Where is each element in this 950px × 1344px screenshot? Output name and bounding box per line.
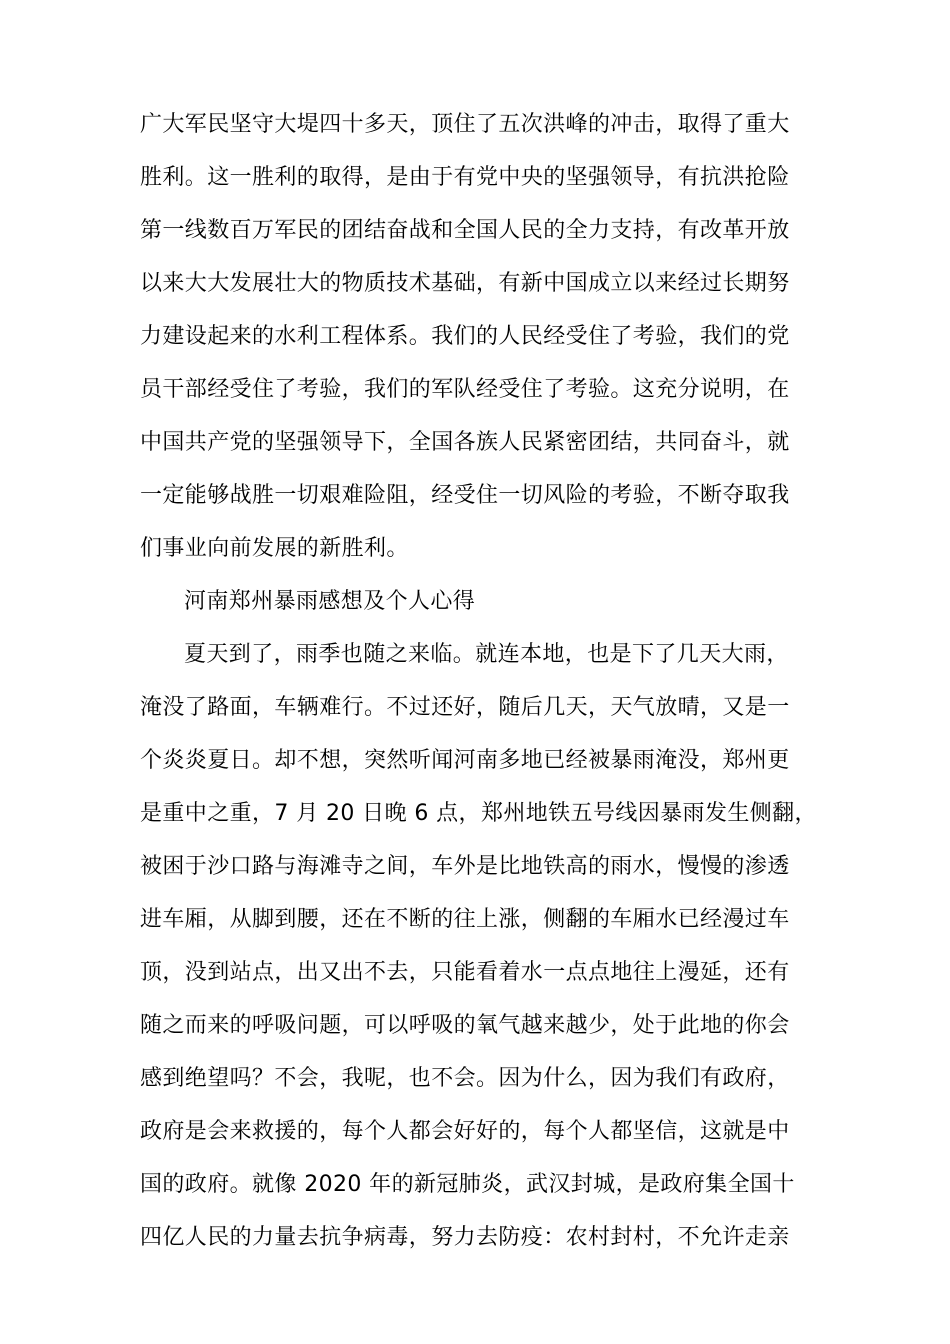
text-line: 国的政府。就像 2020 年的新冠肺炎，武汉封城，是政府集全国十 (140, 1172, 795, 1197)
text-line: 淹没了路面，车辆难行。不过还好，随后几天，天气放晴，又是一 (140, 695, 790, 720)
paragraph-first-line: 夏天到了，雨季也随之来临。就连本地，也是下了几天大雨， (184, 642, 789, 667)
text-line: 进车厢，从脚到腰，还在不断的往上涨，侧翻的车厢水已经漫过车 (140, 907, 790, 932)
text-line: 员干部经受住了考验，我们的军队经受住了考验。这充分说明，在 (140, 377, 790, 402)
text-line: 顶，没到站点，出又出不去，只能看着水一点点地往上漫延，还有 (140, 960, 790, 985)
body-text (140, 98, 840, 1264)
text-line: 随之而来的呼吸问题，可以呼吸的氧气越来越少，处于此地的你会 (140, 1013, 790, 1038)
text-line: 个炎炎夏日。却不想，突然听闻河南多地已经被暴雨淹没，郑州更 (140, 748, 790, 773)
text-line: 第一线数百万军民的团结奋战和全国人民的全力支持，有改革开放 (140, 218, 790, 243)
text-line: 广大军民坚守大堤四十多天，顶住了五次洪峰的冲击，取得了重大 (140, 112, 790, 137)
text-line: 是重中之重，7 月 20 日晚 6 点，郑州地铁五号线因暴雨发生侧翻， (140, 801, 817, 826)
text-line: 政府是会来救援的，每个人都会好好的，每个人都坚信，这就是中 (140, 1119, 790, 1144)
text-line: 胜利。这一胜利的取得，是由于有党中央的坚强领导，有抗洪抢险 (140, 165, 790, 190)
text-line: 感到绝望吗？不会，我呢，也不会。因为什么，因为我们有政府， (140, 1066, 790, 1091)
text-line: 四亿人民的力量去抗争病毒，努力去防疫：农村封村，不允许走亲 (140, 1225, 790, 1250)
text-line: 一定能够战胜一切艰难险阻，经受住一切风险的考验，不断夺取我 (140, 483, 790, 508)
text-line: 中国共产党的坚强领导下，全国各族人民紧密团结，共同奋斗，就 (140, 430, 790, 455)
section-heading: 河南郑州暴雨感想及个人心得 (184, 589, 476, 614)
text-line: 被困于沙口路与海滩寺之间，车外是比地铁高的雨水，慢慢的渗透 (140, 854, 790, 879)
text-line: 们事业向前发展的新胜利。 (140, 536, 409, 561)
text-line: 以来大大发展壮大的物质技术基础，有新中国成立以来经过长期努 (140, 271, 790, 296)
text-line: 力建设起来的水利工程体系。我们的人民经受住了考验，我们的党 (140, 324, 790, 349)
